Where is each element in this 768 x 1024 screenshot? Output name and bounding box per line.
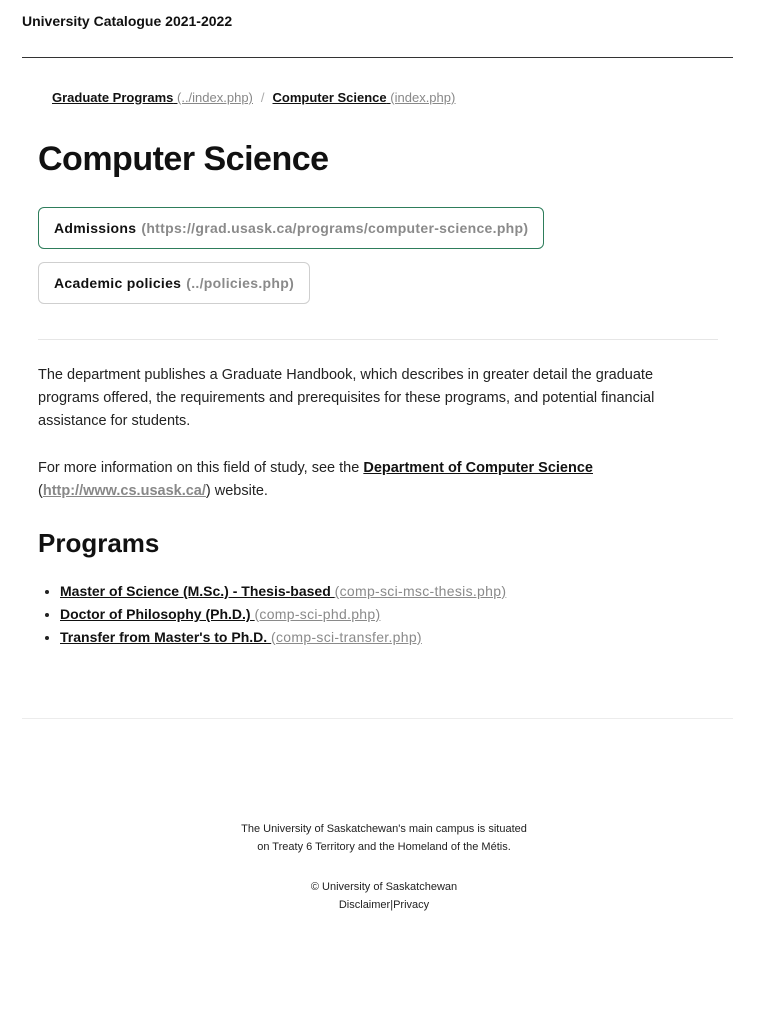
breadcrumb-graduate-programs-label: Graduate Programs xyxy=(52,90,174,105)
content-divider xyxy=(38,339,718,340)
privacy-link[interactable]: Privacy xyxy=(393,899,430,911)
breadcrumb-computer-science-url: (index.php) xyxy=(390,90,456,105)
academic-policies-button[interactable] xyxy=(38,262,310,304)
program-link-transfer[interactable] xyxy=(60,629,422,645)
page-title: Computer Science xyxy=(38,140,329,178)
list-item xyxy=(60,626,506,649)
breadcrumb-graduate-programs-url: (../index.php) xyxy=(177,90,253,105)
footer-legal xyxy=(0,878,768,914)
copyright-text: © University of Saskatchewan xyxy=(310,881,458,893)
program-list xyxy=(38,580,506,649)
footer-links xyxy=(0,896,768,914)
handbook-paragraph: The department publishes a Graduate Handbook, which describes in greater detail the graduate programs offered, the requirements and prerequisites for these programs, and potential financial assistance for students. xyxy=(38,367,655,429)
program-url: (comp-sci-phd.php) xyxy=(254,606,381,622)
admissions-button[interactable] xyxy=(38,207,544,249)
program-label: Doctor of Philosophy (Ph.D.) xyxy=(60,606,255,622)
dept-url-open: ( xyxy=(38,483,43,499)
program-label: Master of Science (M.Sc.) - Thesis-based xyxy=(60,583,335,599)
land-acknowledgement xyxy=(0,820,768,856)
header-divider xyxy=(22,57,733,58)
program-link-phd[interactable] xyxy=(60,606,380,622)
program-label: Transfer from Master's to Ph.D. xyxy=(60,629,272,645)
breadcrumb-computer-science-label: Computer Science xyxy=(272,90,387,105)
list-item xyxy=(60,580,506,603)
more-info-prefix: For more information on this field of study, see the xyxy=(38,460,364,476)
land-acknowledgement-line1: The University of Saskatchewan's main campus is situated xyxy=(241,823,527,835)
breadcrumb xyxy=(52,90,455,105)
more-info-paragraph xyxy=(38,457,698,503)
program-url: (comp-sci-msc-thesis.php) xyxy=(334,583,507,599)
breadcrumb-separator: / xyxy=(260,90,265,105)
admissions-url: (https://grad.usask.ca/programs/computer-science.php) xyxy=(141,220,529,236)
department-url-link[interactable]: http://www.cs.usask.ca/ xyxy=(42,483,206,499)
program-link-msc-thesis[interactable] xyxy=(60,583,506,599)
department-link[interactable]: Department of Computer Science xyxy=(363,460,593,476)
more-info-suffix: website. xyxy=(210,483,268,499)
academic-policies-url: (../policies.php) xyxy=(186,275,295,291)
program-url: (comp-sci-transfer.php) xyxy=(271,629,422,645)
footer-divider xyxy=(22,718,733,719)
site-title: University Catalogue 2021-2022 xyxy=(22,13,233,29)
disclaimer-link[interactable]: Disclaimer xyxy=(338,899,391,911)
land-acknowledgement-line2: on Treaty 6 Territory and the Homeland of the Métis. xyxy=(257,841,511,853)
programs-heading: Programs xyxy=(38,528,160,558)
list-item xyxy=(60,603,506,626)
admissions-label: Admissions xyxy=(54,220,137,236)
footer-link-divider: | xyxy=(390,899,394,911)
academic-policies-label: Academic policies xyxy=(54,275,182,291)
breadcrumb-graduate-programs[interactable] xyxy=(52,90,253,105)
dept-url-close: ) xyxy=(205,483,211,499)
breadcrumb-computer-science[interactable] xyxy=(273,90,456,105)
